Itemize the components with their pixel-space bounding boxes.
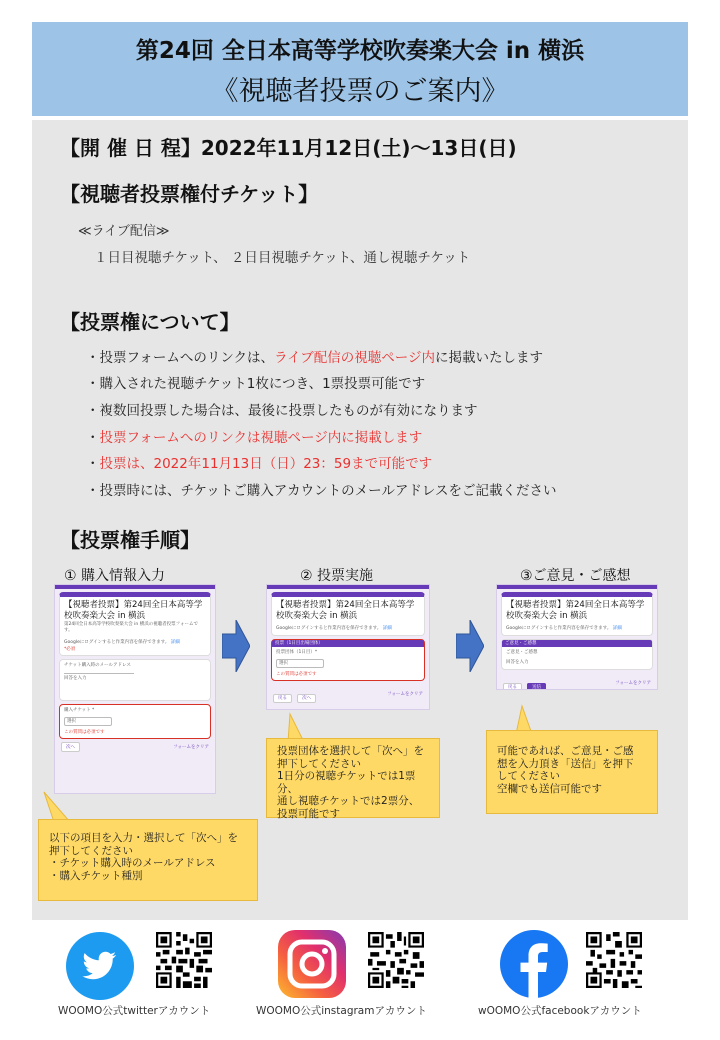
instagram-label[interactable]: WOOMO公式instagramアカウント (256, 1005, 427, 1017)
page-subtitle: 《視聴者投票のご案内》 (211, 76, 509, 107)
note-line: してください (497, 770, 560, 782)
form-clear-link: フォームをクリア (615, 680, 651, 686)
note-line: ・購入チケット種別 (49, 869, 143, 882)
form-error: この質問は必須です (64, 730, 105, 735)
form-back-button: 戻る (273, 694, 292, 703)
twitter-label[interactable]: WOOMO公式twitterアカウント (58, 1005, 211, 1017)
form-back-button: 戻る (503, 683, 522, 690)
form-next-button: 次へ (61, 742, 80, 752)
step-arrow-icon (222, 620, 250, 672)
note-line: 1日分の視聴チケットでは1票分、 (277, 770, 416, 795)
rights-bullet: ・購入された視聴チケット1枚につき、1票投票可能です (86, 376, 426, 392)
form-clear-link: フォームをクリア (387, 691, 423, 697)
form-login-text: Googleにログインすると作業内容を保存できます。 (276, 626, 382, 631)
twitter-qr-code[interactable] (156, 932, 212, 988)
note-line: 投票団体を選択して「次へ」を (277, 745, 424, 757)
form-submit-button: 送信 (527, 683, 546, 690)
rights-bullet: ・投票時には、チケットご購入アカウントのメールアドレスをご記載ください (86, 483, 557, 499)
callout-tail (40, 790, 80, 822)
form-select: 選択 (64, 717, 112, 726)
form-login-text: Googleにログインすると作業内容を保存できます。 (506, 626, 612, 631)
form-answer-placeholder: 回答を入力 (64, 676, 87, 681)
form-title: 【視聴者投票】第24回全日本高等学校吹奏楽大会 in 横浜 (64, 600, 203, 621)
step-arrow-icon (456, 620, 484, 672)
form-ticket-question: 購入チケット * (64, 708, 95, 713)
live-stream-heading: ≪ライブ配信≫ (78, 224, 170, 239)
form-title: 【視聴者投票】第24回全日本高等学校吹奏楽大会 in 横浜 (506, 600, 645, 621)
note-line: 押下してください (277, 757, 361, 770)
instagram-icon[interactable] (278, 930, 346, 998)
form-screenshot-1 (54, 584, 216, 794)
facebook-icon[interactable] (500, 930, 568, 998)
form-clear-link: フォームをクリア (173, 745, 209, 750)
form-select: 選択 (276, 659, 324, 668)
rights-bullet: ・投票は、2022年11月13日（日）23：59まで可能です (86, 456, 433, 472)
form-intro: 第24回全日本高等学校吹奏楽大会 in 横浜の視聴者投票フォームです。 (64, 622, 198, 633)
facebook-qr-code[interactable] (586, 932, 642, 988)
form-detail-link: 詳細 (170, 640, 180, 645)
form-detail-link: 詳細 (612, 626, 622, 631)
form-answer-placeholder: 回答を入力 (506, 660, 529, 665)
form-vote-question: 投票団体（1日目）* (276, 650, 318, 655)
form-email-question: チケット購入時のメールアドレス (64, 663, 131, 668)
note-line: 押下してください (49, 844, 133, 857)
note-line: ・チケット購入時のメールアドレス (49, 857, 216, 869)
form-next-button: 次へ (297, 694, 316, 703)
form-section-bar: ご意見・ご感想 (502, 640, 652, 647)
step-label-1: ① 購入情報入力 (64, 568, 166, 584)
rights-bullet: ・投票フォームへのリンクは、ライブ配信の視聴ページ内に掲載いたします (86, 350, 543, 366)
schedule-line: 【開 催 日 程】2022年11月12日(土)～13日(日) (60, 136, 517, 160)
ticket-section-title: 【視聴者投票権付チケット】 (60, 182, 319, 206)
twitter-icon[interactable] (66, 932, 134, 1000)
form-opinion-question: ご意見・ご感想 (506, 650, 538, 655)
note-line: 想を入力頂き「送信」を押下 (497, 757, 634, 770)
instagram-qr-code[interactable] (368, 932, 424, 988)
note-line: 投票可能です (277, 807, 340, 820)
form-screenshot-3 (496, 584, 658, 690)
note-line: 以下の項目を入力・選択して「次へ」を (49, 832, 238, 844)
step-label-3: ③ご意見・ご感想 (520, 568, 631, 584)
note-line: 通し視聴チケットでは2票分、 (277, 795, 420, 807)
note-step-3 (486, 730, 658, 814)
rights-bullet: ・投票フォームへのリンクは視聴ページ内に掲載します (86, 430, 423, 446)
form-section-bar: 投票（1日目出場団体） (272, 640, 424, 647)
form-required: *必須 (64, 647, 76, 652)
rights-bullet: ・複数回投票した場合は、最後に投票したものが有効になります (86, 403, 478, 419)
note-line: 可能であれば、ご意見・ご感 (497, 745, 634, 757)
note-line: 空欄でも送信可能です (497, 782, 602, 795)
note-step-2 (266, 738, 440, 818)
form-title: 【視聴者投票】第24回全日本高等学校吹奏楽大会 in 横浜 (276, 600, 415, 621)
ticket-types: １日目視聴チケット、 ２日目視聴チケット、通し視聴チケット (94, 250, 471, 266)
facebook-label[interactable]: wOOMO公式facebookアカウント (478, 1005, 642, 1017)
form-error: この質問は必須です (276, 672, 317, 677)
form-detail-link: 詳細 (382, 626, 392, 631)
procedure-section-title: 【投票権手順】 (60, 528, 200, 552)
page-title: 第24回 全日本高等学校吹奏楽大会 in 横浜 (135, 38, 585, 64)
rights-section-title: 【投票権について】 (60, 310, 240, 334)
step-label-2: ② 投票実施 (300, 568, 374, 584)
note-step-1 (38, 819, 258, 901)
form-login-text: Googleにログインすると作業内容を保存できます。 (64, 640, 170, 645)
header-banner (32, 22, 688, 116)
form-screenshot-2 (266, 584, 430, 710)
